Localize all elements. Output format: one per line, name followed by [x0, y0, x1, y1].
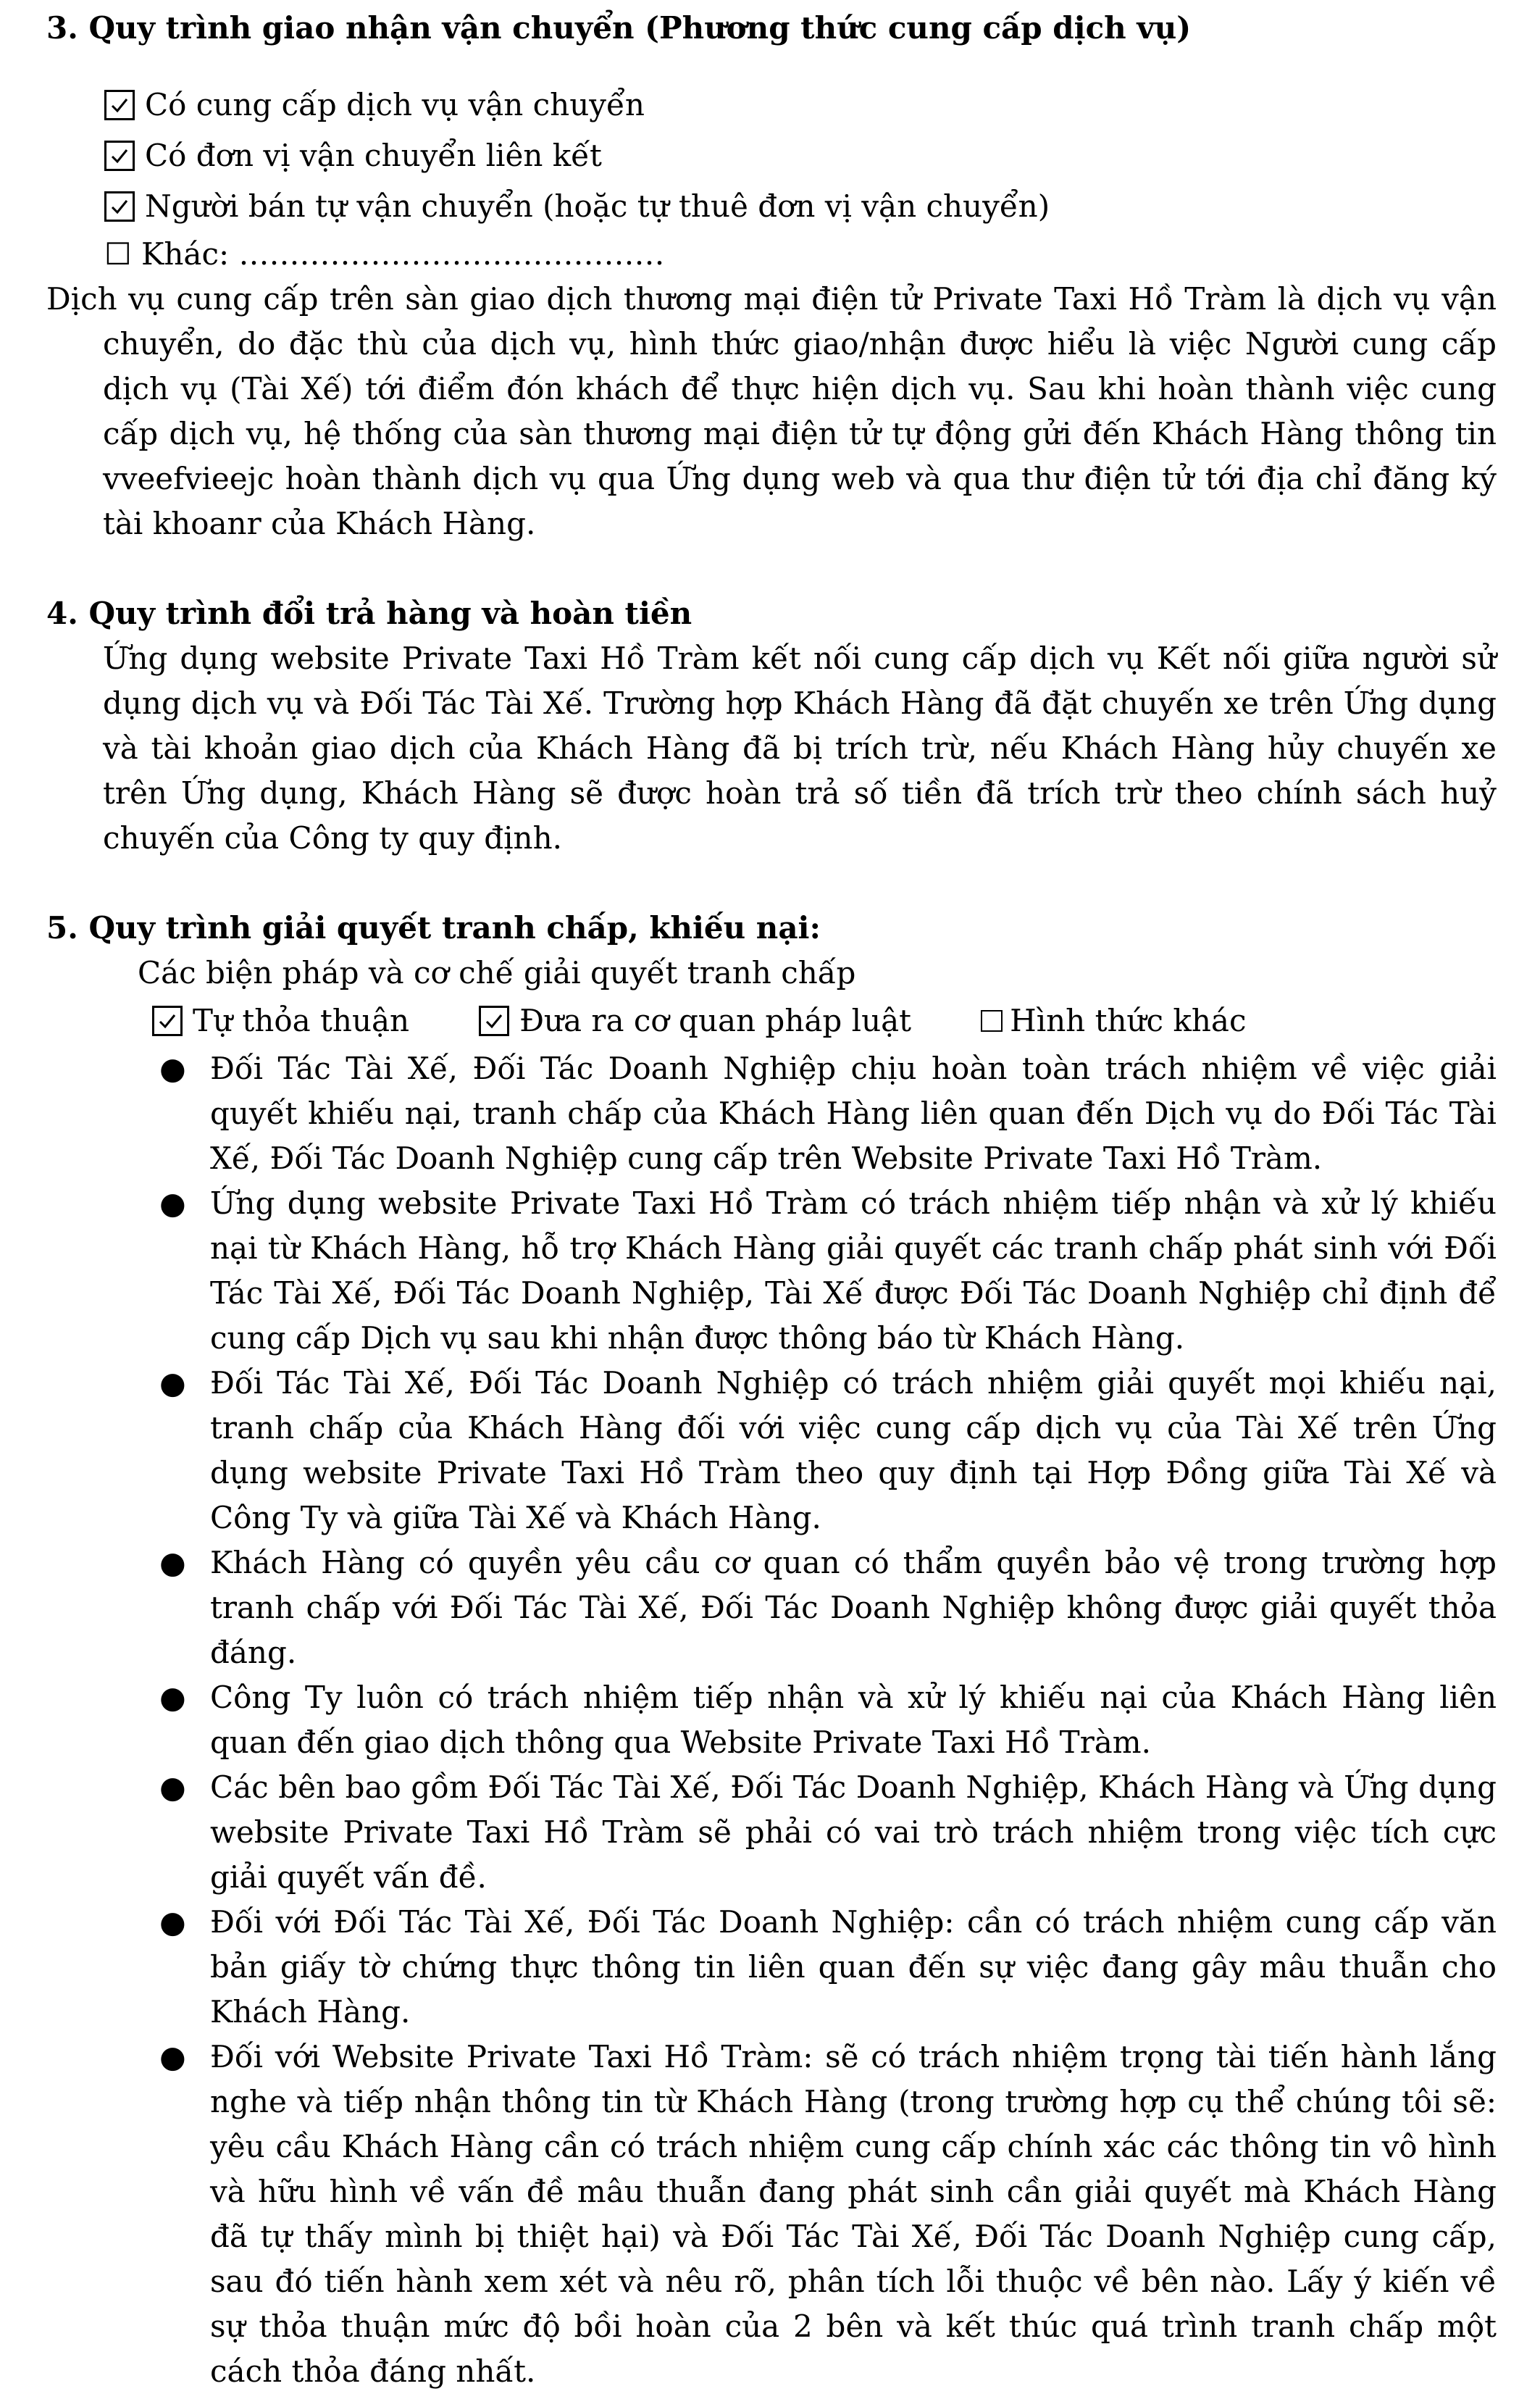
- section-3-option-label: Người bán tự vận chuyển (hoặc tự thuê đơn vị vận chuyển): [145, 188, 1050, 224]
- section-5-subheading: Các biện pháp và cơ chế giải quyết tranh chấp: [138, 955, 856, 990]
- bullet-text: Các bên bao gồm Đối Tác Tài Xế, Đối Tác Doanh Nghiệp, Khách Hàng và Ứng dụng website Private Taxi Hồ Tràm sẽ phải có vai trò trách nhiệm trong việc tích cực giải quyết vấn đề.: [210, 1769, 1497, 1895]
- checkbox-unchecked-icon[interactable]: [981, 1010, 1003, 1032]
- spacer: [46, 546, 1497, 591]
- option-label: Tự thỏa thuận: [193, 1003, 410, 1038]
- section-4-paragraph: Ứng dụng website Private Taxi Hồ Tràm kết nối cung cấp dịch vụ Kết nối giữa người sử dụng dịch vụ và Đối Tác Tài Xế. Trường hợp Khách Hàng đã đặt chuyến xe trên Ứng dụng và tài khoản giao dịch của Khách Hàng đã bị trích trừ, nếu Khách Hàng hủy chuyến xe trên Ứng dụng, Khách Hàng sẽ được hoàn trả số tiền đã trích trừ theo chính sách huỷ chuyến của Công ty quy định.: [103, 641, 1497, 856]
- checkmark-icon: [109, 94, 130, 116]
- bullet-item: [46, 1181, 1497, 1361]
- option-other-form: [981, 998, 1246, 1043]
- bullet-icon: ●: [159, 1545, 186, 1580]
- checkbox-checked-icon[interactable]: [104, 90, 135, 120]
- bullet-item: [46, 1540, 1497, 1675]
- bullet-text: Công Ty luôn có trách nhiệm tiếp nhận và xử lý khiếu nại của Khách Hàng liên quan đến giao dịch thông qua Website Private Taxi Hồ Tràm.: [210, 1680, 1497, 1760]
- section-3-option-other: [104, 232, 1497, 277]
- section-5-options: [46, 996, 1497, 1046]
- checkmark-icon: [483, 1010, 505, 1032]
- bullet-text: Khách Hàng có quyền yêu cầu cơ quan có thẩm quyền bảo vệ trong trường hợp tranh chấp với Đối Tác Tài Xế, Đối Tác Doanh Nghiệp không được giải quyết thỏa đáng.: [210, 1545, 1497, 1670]
- bullet-text: Ứng dụng website Private Taxi Hồ Tràm có trách nhiệm tiếp nhận và xử lý khiếu nại từ Khách Hàng, hỗ trợ Khách Hàng giải quyết các tranh chấp phát sinh với Đối Tác Tài Xế, Đối Tác Doanh Nghiệp, Tài Xế được Đối Tác Doanh Nghiệp chỉ định để cung cấp Dịch vụ sau khi nhận được thông báo từ Khách Hàng.: [210, 1185, 1497, 1356]
- spacer: [46, 861, 1497, 906]
- section-3-option: [104, 80, 1497, 130]
- checkmark-icon: [109, 145, 130, 167]
- section-5-bullets: [46, 1046, 1497, 2394]
- option-label: Đưa ra cơ quan pháp luật: [519, 1003, 912, 1038]
- section-5-title: 5. Quy trình giải quyết tranh chấp, khiếu nại:: [46, 910, 821, 946]
- option-legal-authority: [479, 998, 911, 1043]
- checkbox-checked-icon[interactable]: [479, 1006, 509, 1036]
- section-3-option-label: Có đơn vị vận chuyển liên kết: [145, 138, 602, 173]
- bullet-text: Đối với Website Private Taxi Hồ Tràm: sẽ có trách nhiệm trọng tài tiến hành lắng nghe và tiếp nhận thông tin từ Khách Hàng (trong trường hợp cụ thể chúng tôi sẽ: yêu cầu Khách Hàng cần có trách nhiệm cung cấp chính xác các thông tin vô hình và hữu hình về vấn đề mâu thuẫn đang phát sinh cần giải quyết mà Khách Hàng đã tự thấy mình bị thiệt hại) và Đối Tác Tài Xế, Đối Tác Doanh Nghiệp cung cấp, sau đó tiến hành xem xét và nêu rõ, phân tích lỗi thuộc về bên nào. Lấy ý kiến về sự thỏa thuận mức độ bồi hoàn của 2 bên và kết thúc quá trình tranh chấp một cách thỏa đáng nhất.: [210, 2039, 1497, 2389]
- bullet-text: Đối với Đối Tác Tài Xế, Đối Tác Doanh Nghiệp: cần có trách nhiệm cung cấp văn bản giấy tờ chứng thực thông tin liên quan đến sự việc đang gây mâu thuẫn cho Khách Hàng.: [210, 1904, 1497, 2030]
- section-3-option: [104, 130, 1497, 181]
- spacer: [46, 51, 1497, 80]
- bullet-item: [46, 1046, 1497, 1181]
- bullet-item: [46, 1361, 1497, 1540]
- bullet-icon: ●: [159, 1769, 186, 1805]
- section-3-paragraph: Dịch vụ cung cấp trên sàn giao dịch thương mại điện tử Private Taxi Hồ Tràm là dịch vụ vận chuyển, do đặc thù của dịch vụ, hình thức giao/nhận được hiểu là việc Người cung cấp dịch vụ (Tài Xế) tới điểm đón khách để thực hiện dịch vụ. Sau khi hoàn thành việc cung cấp dịch vụ, hệ thống của sàn thương mại điện tử tự động gửi đến Khách Hàng thông tin vveefvieejc hoàn thành dịch vụ qua Ứng dụng web và qua thư điện tử tới địa chỉ đăng ký tài khoanr của Khách Hàng.: [46, 281, 1497, 541]
- checkbox-checked-icon[interactable]: [104, 141, 135, 171]
- checkmark-icon: [156, 1010, 178, 1032]
- bullet-item: [46, 1900, 1497, 2035]
- bullet-item: [46, 1675, 1497, 1765]
- option-label: Hình thức khác: [1010, 1003, 1247, 1038]
- bullet-text: Đối Tác Tài Xế, Đối Tác Doanh Nghiệp có trách nhiệm giải quyết mọi khiếu nại, tranh chấp của Khách Hàng đối với việc cung cấp dịch vụ của Tài Xế trên Ứng dụng website Private Taxi Hồ Tràm theo quy định tại Hợp Đồng giữa Tài Xế và Công Ty và giữa Tài Xế và Khách Hàng.: [210, 1365, 1497, 1535]
- section-4-title: 4. Quy trình đổi trả hàng và hoàn tiền: [46, 596, 692, 631]
- bullet-item: [46, 1765, 1497, 1900]
- section-3-option-label: ☐ Khác: ……………………………………: [104, 236, 665, 272]
- checkmark-icon: [109, 196, 130, 217]
- bullet-item: [46, 2035, 1497, 2394]
- bullet-text: Đối Tác Tài Xế, Đối Tác Doanh Nghiệp chịu hoàn toàn trách nhiệm về việc giải quyết khiếu nại, tranh chấp của Khách Hàng liên quan đến Dịch vụ do Đối Tác Tài Xế, Đối Tác Doanh Nghiệp cung cấp trên Website Private Taxi Hồ Tràm.: [210, 1051, 1497, 1176]
- section-3-options: [46, 80, 1497, 277]
- section-3-option-label: Có cung cấp dịch vụ vận chuyển: [145, 87, 645, 122]
- section-3-title: 3. Quy trình giao nhận vận chuyển (Phương thức cung cấp dịch vụ): [46, 10, 1192, 46]
- bullet-icon: ●: [159, 1051, 186, 1086]
- bullet-icon: ●: [159, 1904, 186, 1940]
- option-self-agreement: [152, 998, 409, 1043]
- bullet-icon: ●: [159, 1680, 186, 1715]
- bullet-icon: ●: [159, 1185, 186, 1221]
- checkbox-checked-icon[interactable]: [152, 1006, 183, 1036]
- section-3-option: [104, 181, 1497, 232]
- bullet-icon: ●: [159, 2039, 186, 2074]
- checkbox-checked-icon[interactable]: [104, 191, 135, 222]
- bullet-icon: ●: [159, 1365, 186, 1401]
